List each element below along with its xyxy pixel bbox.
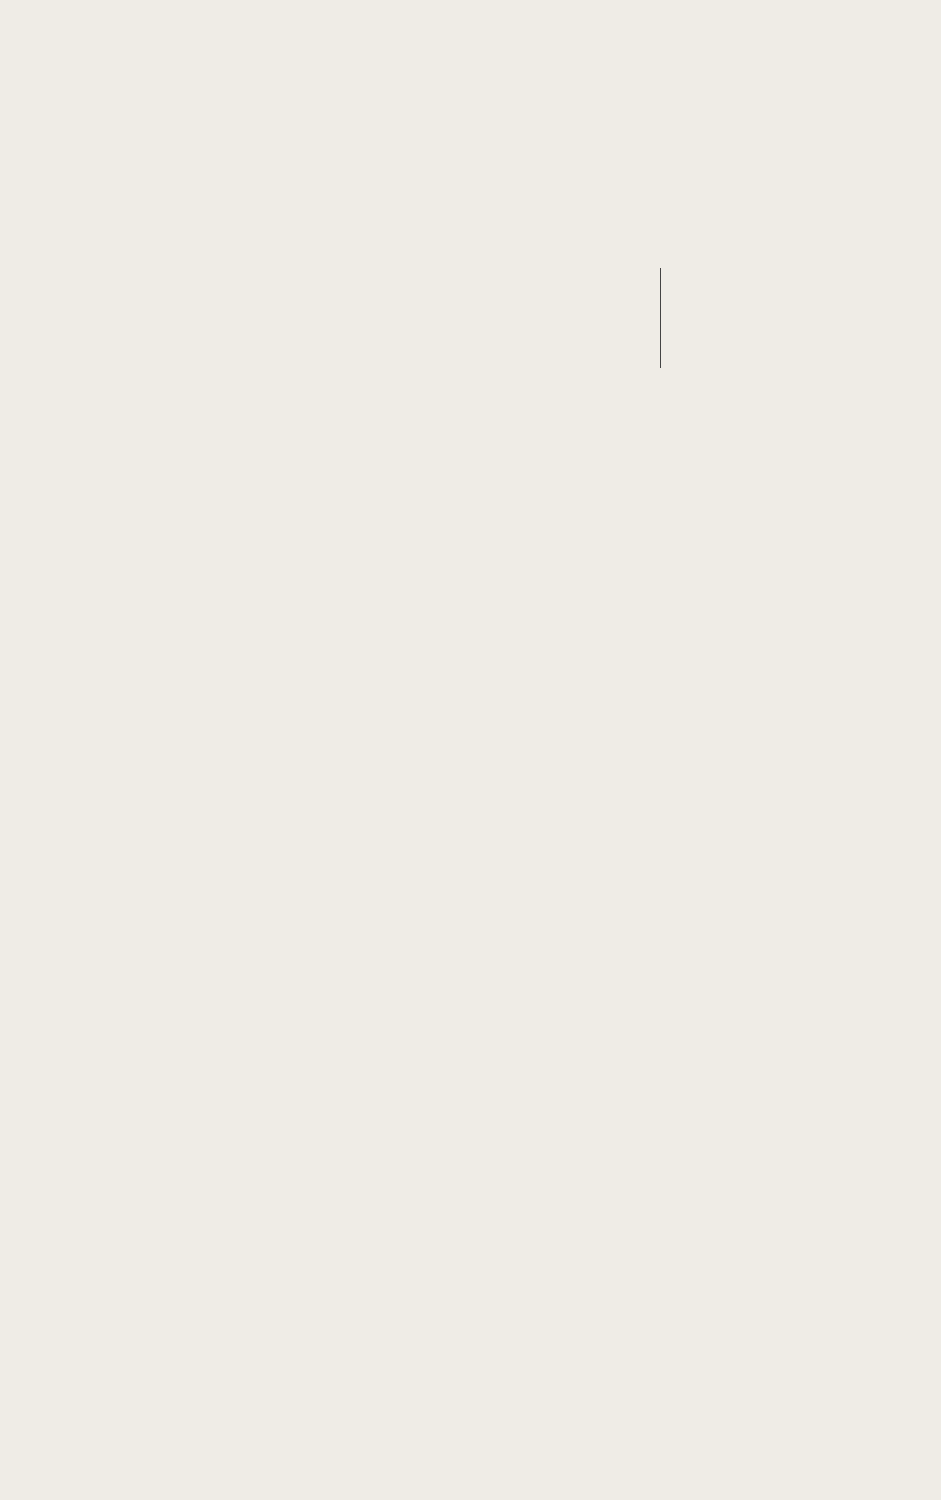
bracket [660,268,675,368]
